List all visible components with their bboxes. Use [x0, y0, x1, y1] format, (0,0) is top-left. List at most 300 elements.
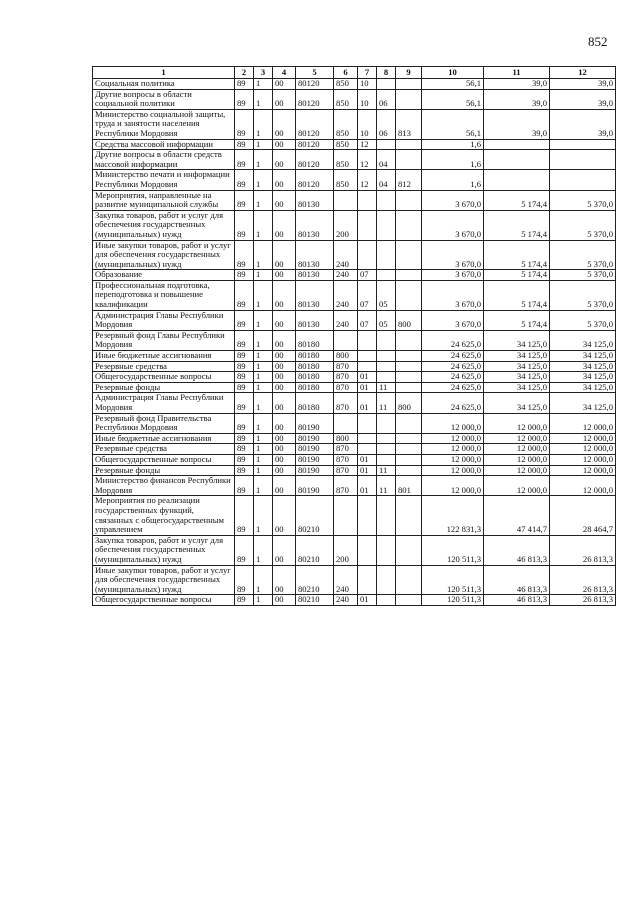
amount-col-11 — [484, 170, 550, 190]
amount-col-10: 56,1 — [422, 89, 484, 109]
row-name: Образование — [93, 270, 235, 281]
code-admin: 89 — [235, 270, 254, 281]
code-section: 01 — [358, 595, 377, 606]
table-row — [93, 150, 616, 170]
code-program: 1 — [254, 150, 273, 170]
code-expense-type: 850 — [334, 109, 358, 139]
amount-col-12: 5 370,0 — [550, 310, 616, 330]
amount-col-10: 12 000,0 — [422, 465, 484, 476]
code-direction: 80130 — [296, 280, 334, 310]
column-header: 4 — [273, 67, 296, 79]
code-direction: 80120 — [296, 109, 334, 139]
table-row — [93, 496, 616, 535]
code-program: 1 — [254, 280, 273, 310]
code-program: 1 — [254, 433, 273, 444]
code-ministry — [396, 330, 422, 350]
code-ministry: 800 — [396, 393, 422, 413]
code-admin: 89 — [235, 595, 254, 606]
code-admin: 89 — [235, 89, 254, 109]
code-expense-type: 870 — [334, 372, 358, 383]
code-ministry — [396, 270, 422, 281]
code-subprogram: 00 — [273, 310, 296, 330]
row-name: Средства массовой информации — [93, 139, 235, 150]
code-ministry — [396, 190, 422, 210]
row-name: Мероприятия, направленные на развитие муниципальной службы — [93, 190, 235, 210]
row-name: Общегосударственные вопросы — [93, 454, 235, 465]
amount-col-11: 34 125,0 — [484, 361, 550, 372]
code-section — [358, 444, 377, 455]
code-section: 12 — [358, 139, 377, 150]
code-program: 1 — [254, 361, 273, 372]
code-direction: 80120 — [296, 150, 334, 170]
table-row — [93, 465, 616, 476]
code-direction: 80130 — [296, 190, 334, 210]
code-expense-type: 850 — [334, 170, 358, 190]
amount-col-11: 12 000,0 — [484, 476, 550, 496]
table-row — [93, 595, 616, 606]
code-section: 07 — [358, 280, 377, 310]
code-admin: 89 — [235, 330, 254, 350]
code-subsection — [377, 496, 396, 535]
table-row — [93, 454, 616, 465]
code-subsection — [377, 210, 396, 240]
code-subprogram: 00 — [273, 190, 296, 210]
code-section — [358, 496, 377, 535]
code-admin: 89 — [235, 444, 254, 455]
code-ministry — [396, 79, 422, 90]
code-admin: 89 — [235, 496, 254, 535]
amount-col-12: 12 000,0 — [550, 433, 616, 444]
code-direction: 80210 — [296, 496, 334, 535]
code-subsection: 06 — [377, 89, 396, 109]
code-subprogram: 00 — [273, 444, 296, 455]
code-direction: 80120 — [296, 170, 334, 190]
amount-col-12: 5 370,0 — [550, 210, 616, 240]
amount-col-11 — [484, 139, 550, 150]
amount-col-12: 28 464,7 — [550, 496, 616, 535]
row-name: Администрация Главы Республики Мордовия — [93, 393, 235, 413]
code-expense-type: 850 — [334, 150, 358, 170]
code-ministry — [396, 210, 422, 240]
code-admin: 89 — [235, 150, 254, 170]
code-direction: 80210 — [296, 535, 334, 565]
amount-col-11: 5 174,4 — [484, 280, 550, 310]
code-section: 12 — [358, 150, 377, 170]
code-ministry — [396, 351, 422, 362]
code-section — [358, 433, 377, 444]
table-row — [93, 330, 616, 350]
code-subsection: 11 — [377, 476, 396, 496]
amount-col-11: 46 813,3 — [484, 535, 550, 565]
code-program: 1 — [254, 496, 273, 535]
code-expense-type: 870 — [334, 465, 358, 476]
amount-col-10: 3 670,0 — [422, 190, 484, 210]
code-subprogram: 00 — [273, 330, 296, 350]
row-name: Общегосударственные вопросы — [93, 595, 235, 606]
code-section: 01 — [358, 465, 377, 476]
code-subsection — [377, 330, 396, 350]
code-subprogram: 00 — [273, 210, 296, 240]
code-subprogram: 00 — [273, 351, 296, 362]
code-expense-type: 870 — [334, 361, 358, 372]
code-subprogram: 00 — [273, 150, 296, 170]
code-subprogram: 00 — [273, 413, 296, 433]
code-direction: 80180 — [296, 330, 334, 350]
row-name: Иные бюджетные ассигнования — [93, 433, 235, 444]
code-program: 1 — [254, 109, 273, 139]
row-name: Другие вопросы в области средств массовой информации — [93, 150, 235, 170]
code-section: 12 — [358, 170, 377, 190]
code-direction: 80190 — [296, 413, 334, 433]
table-row — [93, 240, 616, 270]
row-name: Администрация Главы Республики Мордовия — [93, 310, 235, 330]
code-section — [358, 361, 377, 372]
amount-col-12: 12 000,0 — [550, 454, 616, 465]
code-subsection — [377, 433, 396, 444]
code-expense-type: 850 — [334, 79, 358, 90]
amount-col-12 — [550, 170, 616, 190]
code-subsection — [377, 454, 396, 465]
code-section: 01 — [358, 476, 377, 496]
amount-col-12: 5 370,0 — [550, 190, 616, 210]
table-row — [93, 444, 616, 455]
table-row — [93, 89, 616, 109]
table-row — [93, 361, 616, 372]
row-name: Резервные средства — [93, 361, 235, 372]
table-row — [93, 310, 616, 330]
code-direction: 80120 — [296, 79, 334, 90]
code-subprogram: 00 — [273, 372, 296, 383]
code-program: 1 — [254, 89, 273, 109]
amount-col-11: 5 174,4 — [484, 240, 550, 270]
code-direction: 80130 — [296, 310, 334, 330]
amount-col-10: 24 625,0 — [422, 372, 484, 383]
amount-col-10: 122 831,3 — [422, 496, 484, 535]
amount-col-11: 34 125,0 — [484, 330, 550, 350]
code-direction: 80180 — [296, 393, 334, 413]
code-program: 1 — [254, 444, 273, 455]
code-subprogram: 00 — [273, 382, 296, 393]
code-expense-type: 870 — [334, 454, 358, 465]
code-subprogram: 00 — [273, 454, 296, 465]
row-name: Резервный фонд Главы Республики Мордовия — [93, 330, 235, 350]
code-ministry — [396, 433, 422, 444]
amount-col-10: 3 670,0 — [422, 210, 484, 240]
amount-col-11: 34 125,0 — [484, 382, 550, 393]
amount-col-10: 12 000,0 — [422, 476, 484, 496]
code-expense-type: 240 — [334, 310, 358, 330]
row-name: Резервные фонды — [93, 382, 235, 393]
row-name: Социальная политика — [93, 79, 235, 90]
code-expense-type: 240 — [334, 270, 358, 281]
code-admin: 89 — [235, 565, 254, 595]
code-direction: 80190 — [296, 433, 334, 444]
amount-col-11: 5 174,4 — [484, 210, 550, 240]
code-section: 01 — [358, 372, 377, 383]
row-name: Иные закупки товаров, работ и услуг для обеспечения государственных (муниципальных) нужд — [93, 565, 235, 595]
code-section — [358, 565, 377, 595]
column-header: 8 — [377, 67, 396, 79]
amount-col-10: 1,6 — [422, 139, 484, 150]
code-admin: 89 — [235, 393, 254, 413]
page-number: 852 — [588, 34, 608, 49]
code-section — [358, 351, 377, 362]
code-ministry — [396, 444, 422, 455]
code-subsection: 05 — [377, 280, 396, 310]
code-subprogram: 00 — [273, 393, 296, 413]
code-ministry — [396, 413, 422, 433]
code-section — [358, 190, 377, 210]
code-admin: 89 — [235, 476, 254, 496]
code-section: 01 — [358, 454, 377, 465]
code-subprogram: 00 — [273, 170, 296, 190]
code-direction: 80210 — [296, 595, 334, 606]
code-program: 1 — [254, 393, 273, 413]
code-subsection — [377, 372, 396, 383]
code-direction: 80130 — [296, 210, 334, 240]
row-name: Резервный фонд Правительства Республики Мордовия — [93, 413, 235, 433]
code-subsection — [377, 444, 396, 455]
column-header: 5 — [296, 67, 334, 79]
code-ministry — [396, 372, 422, 383]
code-expense-type — [334, 330, 358, 350]
code-subsection — [377, 413, 396, 433]
amount-col-10: 3 670,0 — [422, 270, 484, 281]
code-subsection — [377, 139, 396, 150]
code-ministry — [396, 361, 422, 372]
code-program: 1 — [254, 139, 273, 150]
code-subprogram: 00 — [273, 79, 296, 90]
code-subprogram: 00 — [273, 139, 296, 150]
table-row — [93, 270, 616, 281]
column-header: 11 — [484, 67, 550, 79]
amount-col-10: 24 625,0 — [422, 393, 484, 413]
code-program: 1 — [254, 351, 273, 362]
table-row — [93, 433, 616, 444]
code-direction: 80120 — [296, 89, 334, 109]
code-direction: 80180 — [296, 351, 334, 362]
amount-col-12: 34 125,0 — [550, 393, 616, 413]
code-admin: 89 — [235, 210, 254, 240]
code-program: 1 — [254, 535, 273, 565]
code-expense-type: 870 — [334, 476, 358, 496]
code-program: 1 — [254, 79, 273, 90]
column-header: 2 — [235, 67, 254, 79]
amount-col-10: 12 000,0 — [422, 433, 484, 444]
amount-col-12: 34 125,0 — [550, 351, 616, 362]
code-section — [358, 413, 377, 433]
code-admin: 89 — [235, 433, 254, 444]
code-program: 1 — [254, 210, 273, 240]
code-subsection: 06 — [377, 109, 396, 139]
code-program: 1 — [254, 372, 273, 383]
code-expense-type: 850 — [334, 89, 358, 109]
code-subsection — [377, 595, 396, 606]
amount-col-10: 24 625,0 — [422, 330, 484, 350]
amount-col-10: 24 625,0 — [422, 351, 484, 362]
amount-col-12: 5 370,0 — [550, 280, 616, 310]
amount-col-11: 39,0 — [484, 79, 550, 90]
amount-col-12: 34 125,0 — [550, 372, 616, 383]
code-section: 10 — [358, 89, 377, 109]
code-admin: 89 — [235, 139, 254, 150]
row-name: Закупка товаров, работ и услуг для обеспечения государственных (муниципальных) нужд — [93, 210, 235, 240]
amount-col-11: 5 174,4 — [484, 310, 550, 330]
code-admin: 89 — [235, 170, 254, 190]
row-name: Министерство печати и информации Республики Мордовия — [93, 170, 235, 190]
header-row — [93, 67, 616, 79]
code-ministry — [396, 595, 422, 606]
code-program: 1 — [254, 382, 273, 393]
code-section: 10 — [358, 79, 377, 90]
code-expense-type: 240 — [334, 565, 358, 595]
amount-col-10: 24 625,0 — [422, 361, 484, 372]
row-name: Профессиональная подготовка, переподготовка и повышение квалификации — [93, 280, 235, 310]
table-row — [93, 280, 616, 310]
code-direction: 80190 — [296, 454, 334, 465]
amount-col-10: 3 670,0 — [422, 240, 484, 270]
amount-col-11: 47 414,7 — [484, 496, 550, 535]
code-admin: 89 — [235, 109, 254, 139]
code-subprogram: 00 — [273, 476, 296, 496]
code-subsection — [377, 270, 396, 281]
code-program: 1 — [254, 240, 273, 270]
code-subsection — [377, 361, 396, 372]
code-direction: 80130 — [296, 240, 334, 270]
amount-col-12: 12 000,0 — [550, 476, 616, 496]
code-expense-type: 850 — [334, 139, 358, 150]
code-ministry: 800 — [396, 310, 422, 330]
amount-col-10: 3 670,0 — [422, 280, 484, 310]
code-admin: 89 — [235, 351, 254, 362]
amount-col-11: 12 000,0 — [484, 413, 550, 433]
amount-col-10: 56,1 — [422, 79, 484, 90]
code-subprogram: 00 — [273, 240, 296, 270]
code-program: 1 — [254, 310, 273, 330]
row-name: Мероприятия по реализации государственных функций, связанных с общегосударственным управлением — [93, 496, 235, 535]
table-row — [93, 190, 616, 210]
code-admin: 89 — [235, 372, 254, 383]
amount-col-12: 39,0 — [550, 109, 616, 139]
code-subprogram: 00 — [273, 595, 296, 606]
amount-col-12: 39,0 — [550, 89, 616, 109]
table-row — [93, 170, 616, 190]
column-header: 12 — [550, 67, 616, 79]
code-subsection — [377, 190, 396, 210]
code-direction: 80190 — [296, 476, 334, 496]
code-admin: 89 — [235, 79, 254, 90]
table-row — [93, 382, 616, 393]
table-row — [93, 535, 616, 565]
table-row — [93, 565, 616, 595]
code-expense-type — [334, 496, 358, 535]
amount-col-10: 12 000,0 — [422, 454, 484, 465]
code-section: 01 — [358, 393, 377, 413]
amount-col-11: 12 000,0 — [484, 444, 550, 455]
code-subprogram: 00 — [273, 465, 296, 476]
amount-col-11: 46 813,3 — [484, 595, 550, 606]
amount-col-12: 26 813,3 — [550, 565, 616, 595]
code-subsection — [377, 565, 396, 595]
amount-col-11: 34 125,0 — [484, 372, 550, 383]
amount-col-11: 46 813,3 — [484, 565, 550, 595]
code-subsection: 11 — [377, 465, 396, 476]
table-row — [93, 109, 616, 139]
column-header: 6 — [334, 67, 358, 79]
code-section — [358, 535, 377, 565]
code-section — [358, 210, 377, 240]
amount-col-11: 34 125,0 — [484, 351, 550, 362]
amount-col-12: 34 125,0 — [550, 361, 616, 372]
code-ministry: 801 — [396, 476, 422, 496]
code-expense-type: 240 — [334, 280, 358, 310]
code-section: 01 — [358, 382, 377, 393]
code-expense-type — [334, 190, 358, 210]
code-program: 1 — [254, 595, 273, 606]
table-row — [93, 139, 616, 150]
table-row — [93, 210, 616, 240]
column-header: 3 — [254, 67, 273, 79]
row-name: Резервные фонды — [93, 465, 235, 476]
code-subprogram: 00 — [273, 280, 296, 310]
amount-col-11: 12 000,0 — [484, 454, 550, 465]
code-program: 1 — [254, 170, 273, 190]
code-expense-type: 800 — [334, 351, 358, 362]
code-subsection — [377, 535, 396, 565]
code-expense-type: 870 — [334, 393, 358, 413]
code-subsection: 04 — [377, 170, 396, 190]
code-program: 1 — [254, 465, 273, 476]
column-header: 10 — [422, 67, 484, 79]
row-name: Иные закупки товаров, работ и услуг для обеспечения государственных (муниципальных) нужд — [93, 240, 235, 270]
code-ministry — [396, 280, 422, 310]
code-expense-type: 800 — [334, 433, 358, 444]
amount-col-11: 39,0 — [484, 89, 550, 109]
code-section: 10 — [358, 109, 377, 139]
amount-col-10: 24 625,0 — [422, 382, 484, 393]
code-admin: 89 — [235, 361, 254, 372]
code-ministry — [396, 139, 422, 150]
table-row — [93, 372, 616, 383]
code-admin: 89 — [235, 535, 254, 565]
column-header: 1 — [93, 67, 235, 79]
amount-col-11: 39,0 — [484, 109, 550, 139]
code-ministry — [396, 565, 422, 595]
code-ministry — [396, 535, 422, 565]
code-admin: 89 — [235, 465, 254, 476]
code-subprogram: 00 — [273, 496, 296, 535]
code-expense-type: 870 — [334, 382, 358, 393]
amount-col-11: 12 000,0 — [484, 465, 550, 476]
code-admin: 89 — [235, 382, 254, 393]
code-subsection — [377, 351, 396, 362]
code-ministry — [396, 465, 422, 476]
code-ministry: 813 — [396, 109, 422, 139]
amount-col-10: 56,1 — [422, 109, 484, 139]
code-ministry — [396, 454, 422, 465]
row-name: Министерство финансов Республики Мордовия — [93, 476, 235, 496]
amount-col-10: 1,6 — [422, 150, 484, 170]
code-direction: 80180 — [296, 361, 334, 372]
amount-col-12 — [550, 139, 616, 150]
code-direction: 80190 — [296, 465, 334, 476]
amount-col-11: 34 125,0 — [484, 393, 550, 413]
code-subprogram: 00 — [273, 535, 296, 565]
code-section: 07 — [358, 310, 377, 330]
table-row — [93, 351, 616, 362]
budget-table — [92, 66, 616, 606]
code-direction: 80120 — [296, 139, 334, 150]
